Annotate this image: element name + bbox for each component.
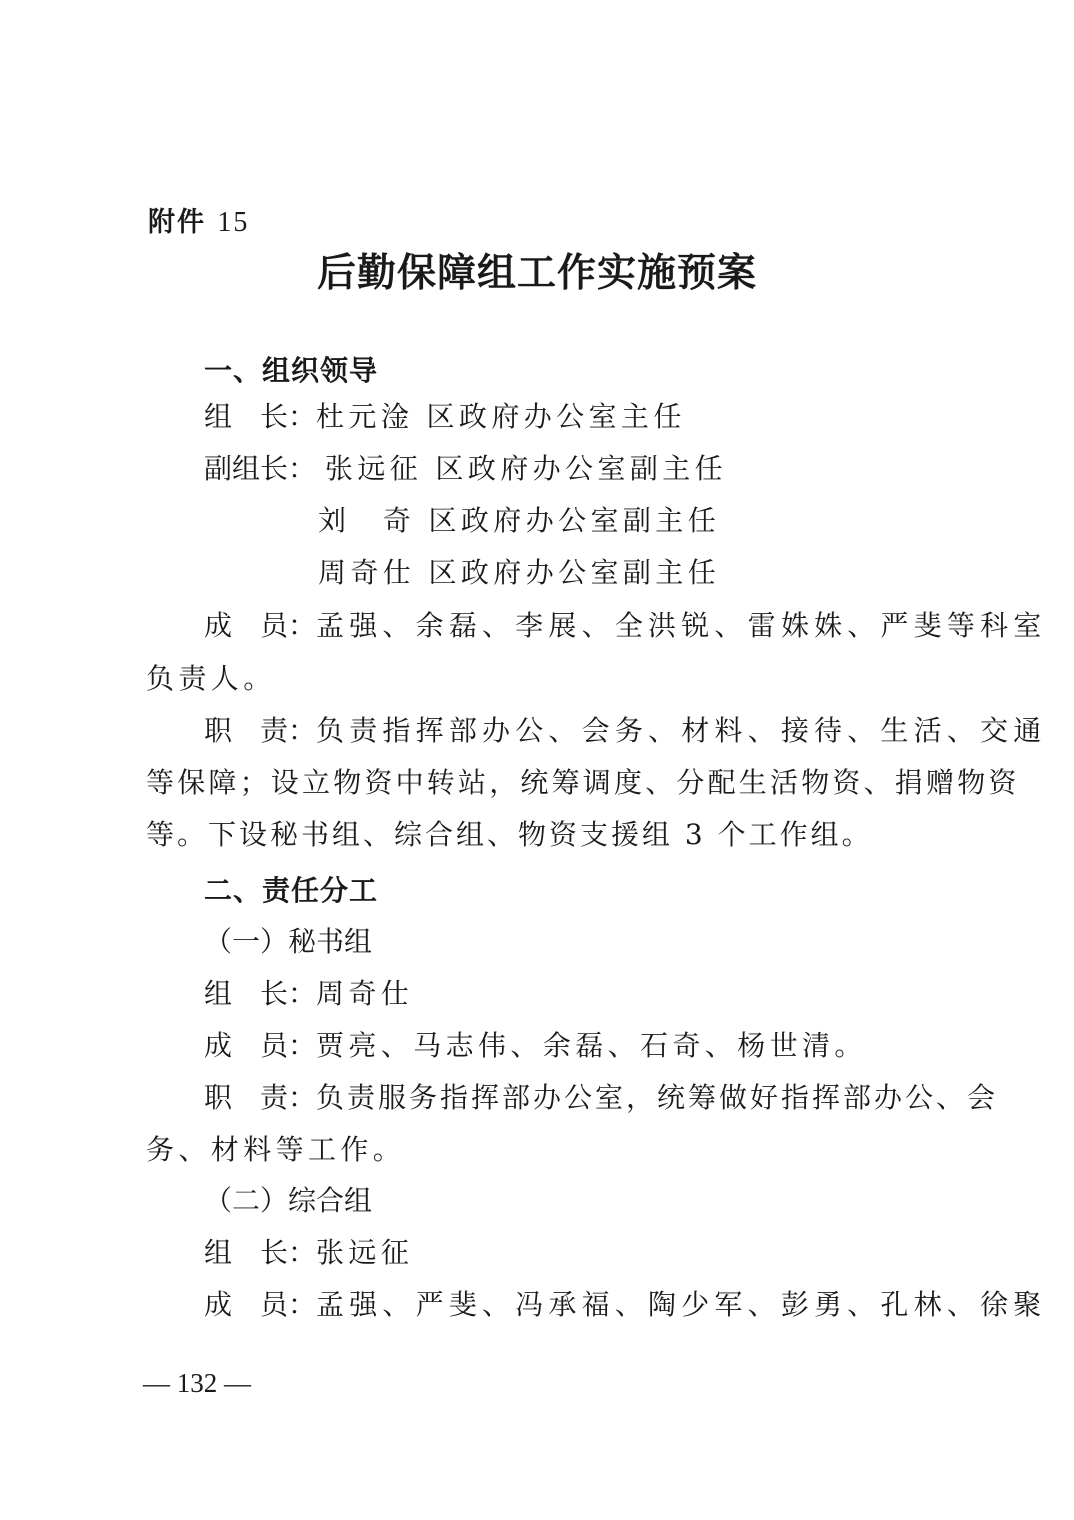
duty-row [204,713,1046,749]
duty-label: 职 责： [204,714,317,747]
group1-duty-row [204,1080,998,1116]
deputy-value-2: 刘 奇 区政府办公室副主任 [318,504,721,537]
leader-label: 组 长： [204,400,317,433]
attachment-text: 附件 [148,207,206,238]
duty-line2: 等保障；设立物资中转站，统筹调度、分配生活物资、捐赠物资 [146,766,1020,799]
group2-members-label: 成 员： [204,1288,317,1321]
group1-members-label: 成 员： [204,1029,317,1062]
deputy-value-3: 周奇仕 区政府办公室副主任 [318,556,721,589]
members-line2: 负责人。 [146,662,276,695]
group1-heading: （一）秘书组 [204,925,373,958]
group1-members-value: 贾亮、马志伟、余磊、石奇、杨世清。 [316,1029,867,1062]
group1-members-row [204,1028,867,1064]
leader-value: 杜元淦 区政府办公室主任 [316,400,686,433]
group2-leader-label: 组 长： [204,1236,317,1269]
deputy-label: 副组长： [204,452,317,485]
group2-members-row [204,1287,1046,1323]
page-number: — 132 — [143,1368,251,1398]
members-line1: 孟强、余磊、李展、全洪锐、雷姝姝、严斐等科室 [316,609,1047,642]
duty-line3: 等。下设秘书组、综合组、物资支援组 3 个工作组。 [146,818,873,851]
group2-leader-value: 张远征 [316,1236,414,1269]
duty-line1: 负责指挥部办公、会务、材料、接待、生活、交通 [316,714,1047,747]
section2-heading: 二、责任分工 [204,874,379,907]
attachment-label [148,200,249,239]
attachment-number: 15 [217,207,250,238]
group1-duty-line2: 务、材料等工作。 [146,1133,406,1166]
leader-row [204,399,686,435]
group1-duty-line1: 负责服务指挥部办公室，统筹做好指挥部办公、会 [316,1081,999,1114]
group1-leader-row [204,976,413,1012]
group2-heading: （二）综合组 [204,1184,373,1217]
document-title: 后勤保障组工作实施预案 [316,250,757,296]
section1-heading: 一、组织领导 [204,354,379,387]
deputy-value-1: 张远征 区政府办公室副主任 [324,452,728,485]
group2-members-line1: 孟强、严斐、冯承福、陶少军、彭勇、孔林、徐聚 [316,1288,1047,1321]
group1-leader-label: 组 长： [204,977,317,1010]
members-label: 成 员： [204,609,317,642]
members-row [204,608,1046,644]
group2-leader-row [204,1235,413,1271]
group1-leader-value: 周奇仕 [316,977,414,1010]
group1-duty-label: 职 责： [204,1081,317,1114]
deputy-row [204,451,727,487]
